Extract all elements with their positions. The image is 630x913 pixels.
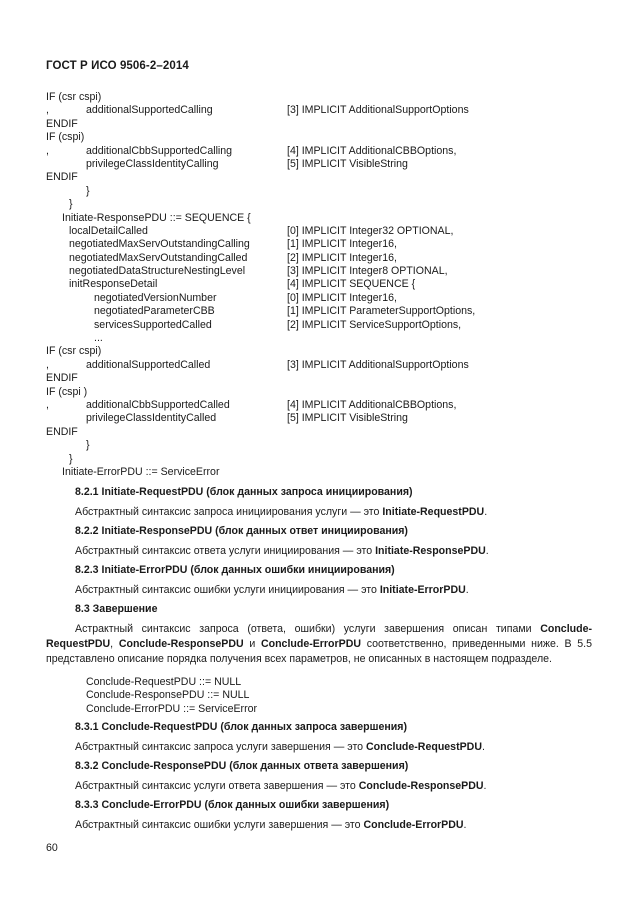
code-keyword: ENDIF [46,372,78,385]
section-text-8-3-1 [46,740,592,755]
code-field: negotiatedMaxServOutstandingCalling [69,238,250,251]
bold-term: Initiate-ResponsePDU [375,545,486,557]
text-run: Абстрактный синтаксис запроса инициирования услуги — это [75,506,383,518]
code-keyword: , [46,144,49,157]
section-text-8-3 [46,622,592,668]
code-line: Conclude-RequestPDU ::= NULL [86,676,242,688]
code-field: initResponseDetail [69,278,158,291]
code-type: [3] IMPLICIT AdditionalSupportOptions [287,358,469,371]
code-field: additionalCbbSupportedCalled [86,398,230,411]
code-type: [4] IMPLICIT SEQUENCE { [287,278,416,291]
code-type: [3] IMPLICIT Integer8 OPTIONAL, [287,265,448,278]
code-type: [4] IMPLICIT AdditionalCBBOptions, [287,398,457,411]
text-run: . [485,545,489,557]
code-type: [2] IMPLICIT ServiceSupportOptions, [287,318,462,331]
code-keyword: , [46,358,49,371]
code-field: } [86,184,90,197]
text-run: . [481,741,485,753]
code-field: servicesSupportedCalled [94,318,212,331]
code-field: negotiatedVersionNumber [94,291,217,304]
text-run: Абстрактный синтаксис услуги ответа завершения — это [75,780,359,792]
code-type: [0] IMPLICIT Integer32 OPTIONAL, [287,224,454,237]
document-header: ГОСТ Р ИСО 9506-2–2014 [46,60,189,72]
section-heading-8-2-3: 8.2.3 Initiate-ErrorPDU (блок данных ошибки инициирования) [75,564,395,576]
bold-term: Conclude-ResponsePDU [118,638,244,651]
code-field: Initiate-ErrorPDU ::= ServiceError [62,465,220,478]
section-heading-8-2-2: 8.2.2 Initiate-ResponsePDU (блок данных ответ инициирования) [75,525,408,537]
section-heading-8-3-2: 8.3.2 Conclude-ResponsePDU (блок данных ответа завершения) [75,760,409,772]
bold-term: Conclude-RequestPDU [366,741,482,753]
code-keyword: ENDIF [46,117,78,130]
code-keyword: , [46,398,49,411]
text-run: соответственно, приведенными ниже. В 5.5 представлено описание порядка получения всех параметров, не описанных в настоящем подразделе. [46,638,593,666]
code-type: [0] IMPLICIT Integer16, [287,291,397,304]
code-field: ... [94,332,103,345]
code-keyword: IF (cspi) [46,131,85,144]
text-run: . [465,584,469,596]
code-field: } [69,198,73,211]
code-field: additionalSupportedCalling [86,104,213,117]
code-field: privilegeClassIdentityCalled [86,412,217,425]
code-keyword: ENDIF [46,171,78,184]
bold-term: Initiate-RequestPDU [382,506,485,518]
code-field: additionalSupportedCalled [86,358,211,371]
code-keyword: IF (csr cspi) [46,345,102,358]
code-line: Conclude-ResponsePDU ::= NULL [86,689,250,702]
bold-term: Conclude-ErrorPDU [260,638,362,651]
page-number: 60 [46,842,58,854]
text-run: Абстрактный синтаксис ошибки услуги инициирования — это [75,584,380,596]
text-run: . [483,780,487,792]
code-line: Conclude-ErrorPDU ::= ServiceError [86,702,258,715]
section-heading-8-3-3: 8.3.3 Conclude-ErrorPDU (блок данных ошибки завершения) [75,799,390,811]
text-run: . [484,506,488,518]
code-field: privilegeClassIdentityCalling [86,157,219,170]
section-text-8-3-2 [46,779,592,794]
code-type: [5] IMPLICIT VisibleString [287,412,408,425]
section-text-8-2-3 [46,583,592,598]
code-keyword: IF (cspi ) [46,385,88,398]
code-keyword: ENDIF [46,425,78,438]
code-type: [2] IMPLICIT Integer16, [287,251,397,264]
bold-term: Conclude-ErrorPDU [363,819,464,831]
code-field: } [69,452,73,465]
bold-term: Conclude-ResponsePDU [358,780,484,792]
section-text-8-3-3 [46,818,592,833]
code-field: negotiatedDataStructureNestingLevel [69,265,246,278]
section-text-8-2-1 [46,505,592,520]
section-heading-8-2-1: 8.2.1 Initiate-RequestPDU (блок данных запроса инициирования) [75,486,413,498]
section-heading-8-3: 8.3 Завершение [75,603,158,615]
code-field: additionalCbbSupportedCalling [86,144,233,157]
code-keyword: IF (csr cspi) [46,91,102,103]
text-run: , [110,638,119,651]
text-run: и [243,638,261,651]
code-type: [4] IMPLICIT AdditionalCBBOptions, [287,144,457,157]
code-field: negotiatedParameterCBB [94,305,215,318]
text-run: Астрактный синтаксис запроса (ответа, ошибки) услуги завершения описан типами [75,623,541,635]
text-run: Абстрактный синтаксис ответа услуги инициирования — это [75,545,376,557]
code-type: [1] IMPLICIT ParameterSupportOptions, [287,305,476,318]
code-type: [1] IMPLICIT Integer16, [287,238,397,251]
bold-term: Initiate-ErrorPDU [379,584,466,596]
code-field: negotiatedMaxServOutstandingCalled [69,251,248,264]
code-keyword: , [46,104,49,117]
section-text-8-2-2 [46,544,592,559]
code-type: [5] IMPLICIT VisibleString [287,157,408,170]
code-field: localDetailCalled [69,224,148,237]
conclude-code-block [86,676,630,716]
code-type: [3] IMPLICIT AdditionalSupportOptions [287,104,469,117]
section-heading-8-3-1: 8.3.1 Conclude-RequestPDU (блок данных запроса завершения) [75,721,407,733]
text-run: . [463,819,467,831]
text-run: Абстрактный синтаксис запроса услуги завершения — это [75,741,367,753]
code-field: } [86,439,90,452]
code-field: Initiate-ResponsePDU ::= SEQUENCE { [62,211,251,224]
text-run: Абстрактный синтаксис ошибки услуги завершения — это [75,819,364,831]
bold-term: Conclude-RequestPDU [46,623,592,651]
